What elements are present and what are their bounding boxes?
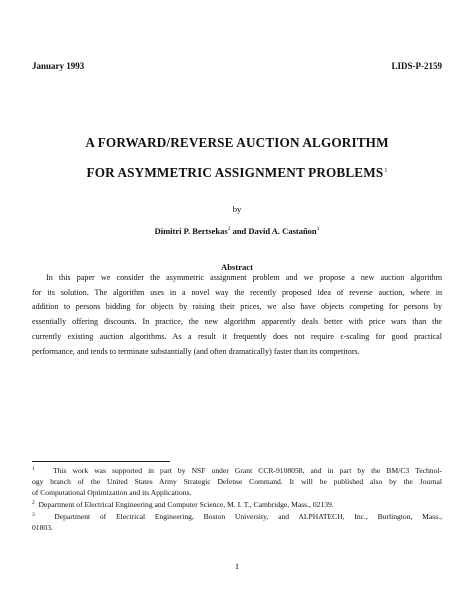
author-1-footnote-mark: 2 <box>227 226 231 232</box>
footnotes <box>32 464 442 534</box>
footnote-2 <box>32 498 442 510</box>
abstract-heading: Abstract <box>221 262 253 272</box>
paper-title-line-2 <box>0 164 474 180</box>
footnote-3-mark: 3 <box>32 512 35 519</box>
footnote-3-text: Department of Electrical Engineering, Boston University, and ALPHATECH, Inc., Burlington, Mass., <box>54 512 443 522</box>
abstract-line: performance, and tends to terminate substantially (and often dramatically) faster than its competitors. <box>32 346 360 356</box>
paper-title-line-1: A FORWARD/REVERSE AUCTION ALGORITHM <box>85 135 389 150</box>
author-2-footnote-mark: 3 <box>316 226 320 232</box>
title-footnote-mark: 1 <box>384 168 388 174</box>
footnote-separator <box>32 461 170 462</box>
footnote-line: ogy branch of the United States Army Strategic Defense Command. It will be published also by the Journal <box>32 477 442 487</box>
abstract-line: essentially offering discounts. In practice, the new algorithm apparently deals better with price wars than the <box>32 317 442 327</box>
footnote-1 <box>32 464 442 498</box>
abstract-line: currently existing auction algorithms. As a result it frequently does not require ϵ-scaling for good practical <box>32 331 442 341</box>
author-2: David A. Castañon <box>248 226 317 236</box>
footnote-1-text: This work was supported in part by NSF under Grant CCR-9108058, and in part by the BM/C3 Technol- <box>52 466 443 475</box>
abstract-line: In this paper we consider the asymmetric assignment problem and we propose a new auction algorithm <box>46 273 442 282</box>
footnote-line: of Computational Optimization and its Applications. <box>32 488 192 498</box>
paper-title-line-2-text: FOR ASYMMETRIC ASSIGNMENT PROBLEMS <box>86 165 384 180</box>
author-conjunction: and <box>232 226 247 236</box>
report-date: January 1993 <box>32 61 85 71</box>
page-number: 1 <box>234 561 240 571</box>
footnote-line <box>32 464 442 476</box>
footnote-3 <box>32 510 442 533</box>
report-number: LIDS-P-2159 <box>391 61 442 71</box>
footnote-1-mark: 1 <box>32 466 35 472</box>
abstract-line: for its solution. The algorithm uses in a novel way the recently proposed idea of reverse auction, where in <box>32 287 442 297</box>
footnote-line <box>32 498 442 510</box>
byline-by: by <box>232 204 242 214</box>
footnote-line: 01803. <box>32 523 53 533</box>
footnote-line <box>32 510 442 522</box>
footnote-2-text: Department of Electrical Engineering and Computer Science, M. I. T., Cambridge, Mass., 02139. <box>38 500 334 510</box>
author-1: Dimitri P. Bertsekas <box>154 226 228 236</box>
authors-line <box>0 226 474 236</box>
abstract-line: addition to persons bidding for objects by raising their prices, we also have objects competing for persons by <box>32 302 442 312</box>
abstract-body <box>32 271 442 359</box>
footnote-2-mark: 2 <box>32 500 35 507</box>
